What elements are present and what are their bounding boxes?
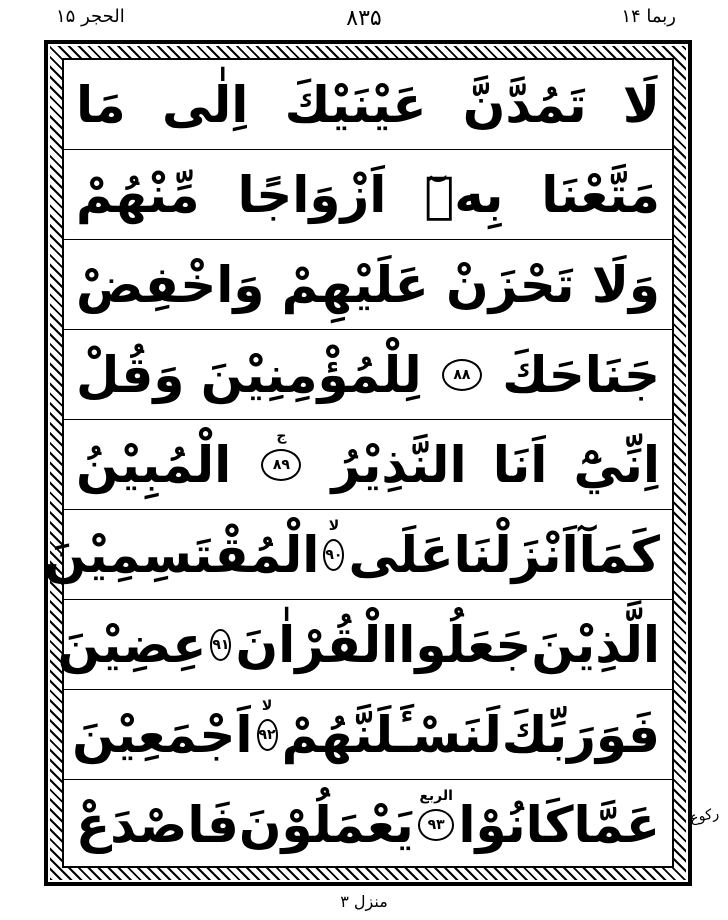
text-line — [64, 60, 672, 150]
ayah-number: ۹۳ — [427, 817, 445, 833]
text-line — [64, 150, 672, 240]
word: اِلٰى — [161, 75, 249, 134]
ayah-number: ۹۲ — [258, 726, 276, 743]
word: مِّنْهُمْ — [76, 165, 200, 224]
ayah-number: ۸۸ — [453, 366, 471, 383]
word: النَّذِيْرُ — [331, 435, 467, 494]
word: لِلْمُؤْمِنِيْنَ — [200, 345, 422, 404]
ayah-marker — [442, 359, 482, 391]
manzil-footer: منزل ۳ — [340, 892, 388, 911]
text-line — [64, 330, 672, 420]
word: اَنَا — [492, 435, 548, 494]
text-line — [43, 510, 672, 600]
word: جَعَلُوا — [398, 615, 532, 674]
ayah-number: ۹۰ — [325, 546, 343, 563]
word: اَزْوَاجًا — [237, 165, 387, 224]
text-lines — [43, 60, 672, 866]
ayah-marker — [210, 629, 231, 661]
waqf-sign: الربع — [419, 788, 453, 804]
word: وَقُلْ — [76, 345, 185, 404]
text-line — [57, 600, 672, 690]
waqf-sign: لا — [261, 697, 273, 714]
ruku-margin-mark: ركوع — [688, 805, 721, 827]
text-frame — [43, 58, 674, 868]
word: عَمَّا — [573, 796, 660, 854]
word: فَاصْدَعْ — [76, 796, 239, 854]
ayah-marker — [257, 697, 278, 751]
text-line — [64, 780, 672, 870]
word: الْمُبِيْنُ — [76, 435, 232, 494]
word: عَيْنَيْكَ — [284, 75, 427, 134]
word: فَوَرَبِّكَ — [501, 705, 660, 764]
word: عَلَيْهِمْ — [281, 255, 429, 314]
text-line — [64, 690, 672, 780]
word: جَنَاحَكَ — [502, 345, 660, 404]
text-line — [64, 420, 672, 510]
word: اَنْزَلْنَا — [453, 525, 579, 584]
word: عِضِيْنَ — [57, 615, 207, 674]
waqf-sign: ج — [276, 427, 287, 444]
header-juz-name: ربما ۱۴ — [621, 6, 676, 27]
word: مَا — [76, 75, 126, 134]
word: كَمَآ — [578, 525, 660, 584]
ayah-number: ۸۹ — [272, 456, 290, 473]
header-surah-name: الحجر ۱۵ — [56, 6, 125, 27]
word: كَانُوْا — [458, 796, 574, 854]
page-number: ۸۳۵ — [346, 6, 382, 31]
word: الَّذِيْنَ — [531, 615, 660, 674]
word: تَمُدَّنَّ — [462, 75, 587, 134]
ayah-number: ۹۱ — [212, 636, 230, 653]
word: لَنَسْـَٔلَنَّهُمْ — [281, 705, 502, 764]
word: وَلَا — [591, 255, 660, 314]
text-line — [64, 240, 672, 330]
word: عَلَى — [348, 525, 454, 584]
word: وَاخْفِضْ — [76, 255, 265, 314]
word: يَعْمَلُوْنَ — [238, 796, 414, 854]
word: لَا — [622, 75, 660, 134]
waqf-sign: لا — [328, 517, 340, 534]
ayah-marker — [418, 788, 455, 841]
word: الْقُرْاٰنَ — [235, 615, 399, 674]
ayah-marker — [323, 517, 344, 571]
word: اَجْمَعِيْنَ — [72, 705, 253, 764]
word: الْمُقْتَسِمِيْنَ — [43, 525, 320, 584]
ayah-marker — [261, 427, 301, 481]
word: تَحْزَنْ — [445, 255, 575, 314]
word: مَتَّعْنَا — [541, 165, 660, 224]
word: بِهٖٓ — [424, 165, 504, 224]
word: اِنِّيْٓ — [573, 435, 660, 494]
